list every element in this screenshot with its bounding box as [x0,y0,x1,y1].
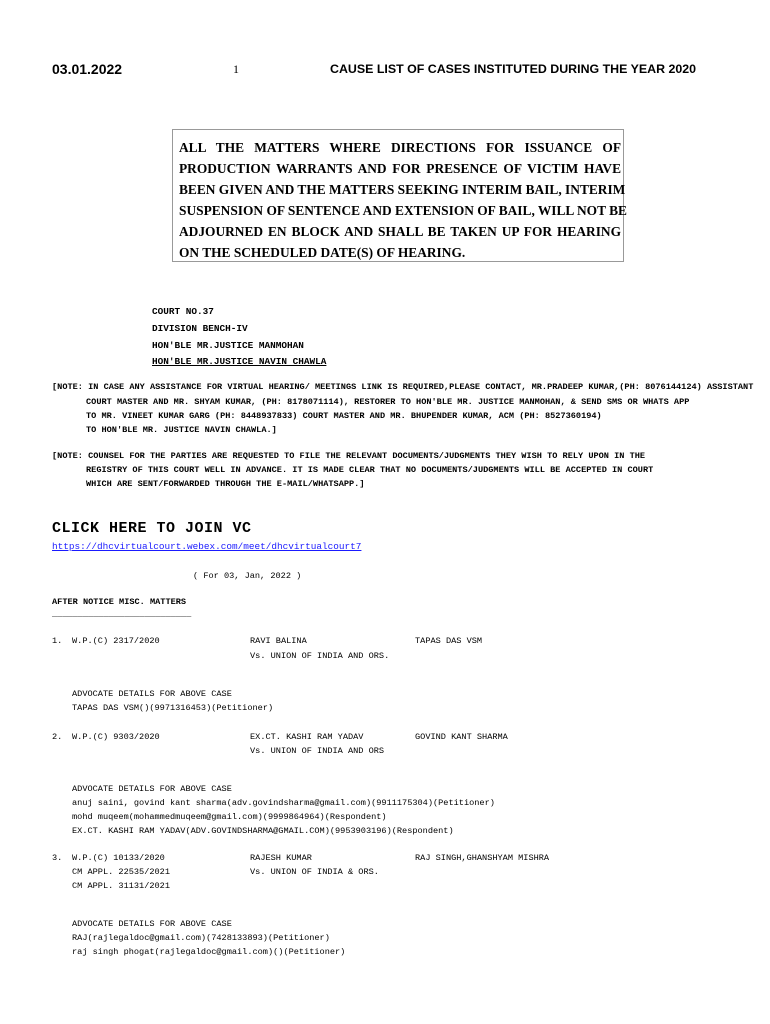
advocate-detail: EX.CT. KASHI RAM YADAV(ADV.GOVINDSHARMA@GMAIL.COM)(9953903196)(Respondent) [72,826,454,836]
counsel: TAPAS DAS VSM [415,636,483,646]
case-number: W.P.(C) 10133/2020 [72,853,165,863]
notice-line: ADJOURNED EN BLOCK AND SHALL BE TAKEN UP FOR HEARING [179,224,621,239]
advocate-detail: raj singh phogat(rajlegaldoc@gmail.com)()(Petitioner) [72,947,346,957]
judge-name-1: HON'BLE MR.JUSTICE MANMOHAN [152,340,304,351]
advocate-heading: ADVOCATE DETAILS FOR ABOVE CASE [72,784,232,794]
advocate-heading: ADVOCATE DETAILS FOR ABOVE CASE [72,919,232,929]
case-number: W.P.(C) 2317/2020 [72,636,160,646]
case-number: W.P.(C) 9303/2020 [72,732,160,742]
case-serial: 3. [52,853,63,863]
advocate-detail: anuj saini, govind kant sharma(adv.govindsharma@gmail.com)(9911175304)(Petitioner) [72,798,495,808]
application-number: CM APPL. 31131/2021 [72,881,170,891]
advocate-detail: TAPAS DAS VSM()(9971316453)(Petitioner) [72,703,274,713]
note-documents-line: [NOTE: COUNSEL FOR THE PARTIES ARE REQUESTED TO FILE THE RELEVANT DOCUMENTS/JUDGMENTS THEY WISH TO RELY UPON IN THE [52,451,646,461]
counsel: RAJ SINGH,GHANSHYAM MISHRA [415,853,550,863]
case-serial: 2. [52,732,63,742]
join-vc-heading[interactable]: CLICK HERE TO JOIN VC [52,520,252,537]
vc-link[interactable]: https://dhcvirtualcourt.webex.com/meet/dhcvirtualcourt7 [52,541,362,552]
court-number: COURT NO.37 [152,306,214,317]
petitioner: RAVI BALINA [250,636,307,646]
advocate-detail: mohd muqeem(mohammedmuqeem@gmail.com)(9999864964)(Respondent) [72,812,387,822]
note-assistance-line: [NOTE: IN CASE ANY ASSISTANCE FOR VIRTUAL HEARING/ MEETINGS LINK IS REQUIRED,PLEASE CONTACT, MR.PRADEEP KUMAR,(PH: 8076144124) ASSISTANT [52,382,754,392]
section-rule: ___________________________ [52,609,192,619]
note-documents-line: REGISTRY OF THIS COURT WELL IN ADVANCE. IT IS MADE CLEAR THAT NO DOCUMENTS/JUDGMENTS WILL BE ACCEPTED IN COURT [86,465,654,475]
respondent: Vs. UNION OF INDIA & ORS. [250,867,379,877]
case-serial: 1. [52,636,63,646]
notice-line: ALL THE MATTERS WHERE DIRECTIONS FOR ISSUANCE OF [179,140,621,155]
petitioner: RAJESH KUMAR [250,853,312,863]
for-date: ( For 03, Jan, 2022 ) [193,571,302,581]
notice-line: BEEN GIVEN AND THE MATTERS SEEKING INTERIM BAIL, INTERIM [179,182,626,197]
notice-line: PRODUCTION WARRANTS AND FOR PRESENCE OF VICTIM HAVE [179,161,621,176]
application-number: CM APPL. 22535/2021 [72,867,170,877]
division-bench: DIVISION BENCH-IV [152,323,248,334]
counsel: GOVIND KANT SHARMA [415,732,508,742]
section-title: AFTER NOTICE MISC. MATTERS [52,597,187,607]
petitioner: EX.CT. KASHI RAM YADAV [250,732,364,742]
cause-list-date: 03.01.2022 [52,61,123,77]
note-assistance-line: COURT MASTER AND MR. SHYAM KUMAR, (PH: 8178071114), RESTORER TO HON'BLE MR. JUSTICE MANMOHAN, & SEND SMS OR WHATS APP [86,397,690,407]
advocate-detail: RAJ(rajlegaldoc@gmail.com)(7428133893)(Petitioner) [72,933,330,943]
note-assistance-line: TO MR. VINEET KUMAR GARG (PH: 8448937833) COURT MASTER AND MR. BHUPENDER KUMAR, ACM (PH: 8527360194) [86,411,602,421]
advocate-heading: ADVOCATE DETAILS FOR ABOVE CASE [72,689,232,699]
notice-box [172,129,627,262]
page-number: 1 [233,62,239,76]
judge-name-2: HON'BLE MR.JUSTICE NAVIN CHAWLA [152,356,327,367]
notice-line: SUSPENSION OF SENTENCE AND EXTENSION OF BAIL, WILL NOT BE [179,203,627,218]
cause-list-title: CAUSE LIST OF CASES INSTITUTED DURING THE YEAR 2020 [330,62,697,76]
notice-line: ON THE SCHEDULED DATE(S) OF HEARING. [179,245,466,260]
note-assistance-line: TO HON'BLE MR. JUSTICE NAVIN CHAWLA.] [86,425,277,435]
respondent: Vs. UNION OF INDIA AND ORS. [250,651,390,661]
note-documents-line: WHICH ARE SENT/FORWARDED THROUGH THE E-MAIL/WHATSAPP.] [86,479,365,489]
respondent: Vs. UNION OF INDIA AND ORS [250,746,385,756]
